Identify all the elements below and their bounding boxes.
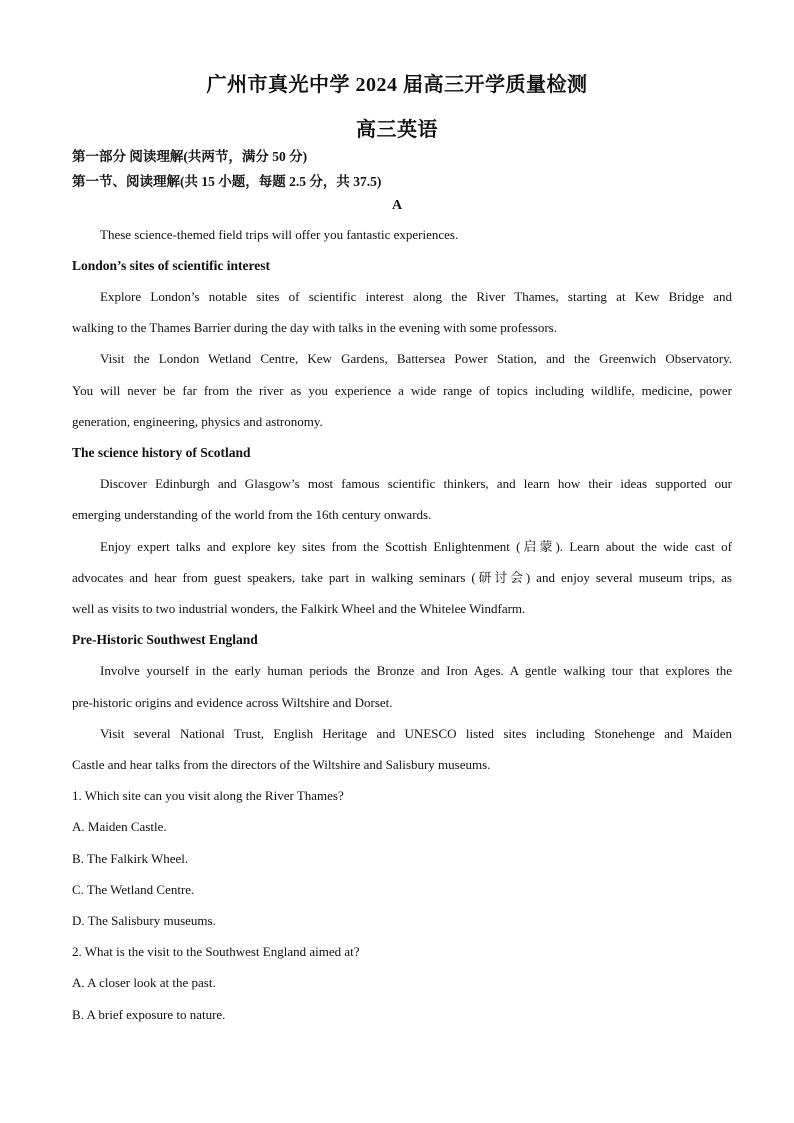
paragraph-line: Involve yourself in the early human periods the Bronze and Iron Ages. A gentle walking tour that explores the — [100, 663, 732, 678]
part-heading: 第一部分 阅读理解(共两节，满分 50 分) — [72, 149, 308, 164]
question-2: 2. What is the visit to the Southwest England aimed at? — [72, 944, 360, 959]
paragraph-line: walking to the Thames Barrier during the day with talks in the evening with some professors. — [72, 320, 557, 335]
option-b: B. A brief exposure to nature. — [72, 1007, 226, 1022]
paragraph-line: Castle and hear talks from the directors of the Wiltshire and Salisbury museums. — [72, 757, 491, 772]
passage-intro: These science-themed field trips will offer you fantastic experiences. — [100, 227, 459, 242]
passage-label: A — [391, 198, 403, 213]
option-c: C. The Wetland Centre. — [72, 882, 195, 897]
paragraph-line: generation, engineering, physics and astronomy. — [72, 414, 323, 429]
paragraph-line: Discover Edinburgh and Glasgow’s most famous scientific thinkers, and learn how their ideas supported our — [100, 476, 732, 491]
question-1: 1. Which site can you visit along the River Thames? — [72, 788, 344, 803]
paragraph-line: advocates and hear from guest speakers, take part in walking seminars (研讨会) and enjoy several museum trips, as — [72, 570, 732, 585]
option-a: A. A closer look at the past. — [72, 975, 216, 990]
paragraph-line: Explore London’s notable sites of scientific interest along the River Thames, starting at Kew Bridge and — [100, 289, 732, 304]
exam-subject: 高三英语 — [356, 119, 438, 141]
subheading-southwest: Pre-Historic Southwest England — [72, 632, 258, 647]
option-a: A. Maiden Castle. — [72, 819, 167, 834]
option-b: B. The Falkirk Wheel. — [72, 851, 189, 866]
paragraph-line: well as visits to two industrial wonders, the Falkirk Wheel and the Whitelee Windfarm. — [72, 601, 526, 616]
subheading-scotland: The science history of Scotland — [72, 445, 251, 460]
option-d: D. The Salisbury museums. — [72, 913, 216, 928]
exam-title: 广州市真光中学 2024 届高三开学质量检测 — [206, 74, 588, 96]
paragraph-line: Visit the London Wetland Centre, Kew Gardens, Battersea Power Station, and the Greenwich Observatory. — [100, 351, 732, 366]
subheading-london: London’s sites of scientific interest — [72, 258, 270, 273]
section-heading: 第一节、阅读理解(共 15 小题，每题 2.5 分，共 37.5) — [72, 174, 382, 189]
paragraph-line: You will never be far from the river as you experience a wide range of topics including wildlife, medicine, power — [72, 383, 732, 398]
paragraph-line: pre-historic origins and evidence across Wiltshire and Dorset. — [72, 695, 393, 710]
paragraph-line: emerging understanding of the world from the 16th century onwards. — [72, 507, 432, 522]
paragraph-line: Enjoy expert talks and explore key sites from the Scottish Enlightenment (启蒙). Learn about the wide cast of — [100, 539, 732, 554]
paragraph-line: Visit several National Trust, English Heritage and UNESCO listed sites including Stonehenge and Maiden — [100, 726, 732, 741]
